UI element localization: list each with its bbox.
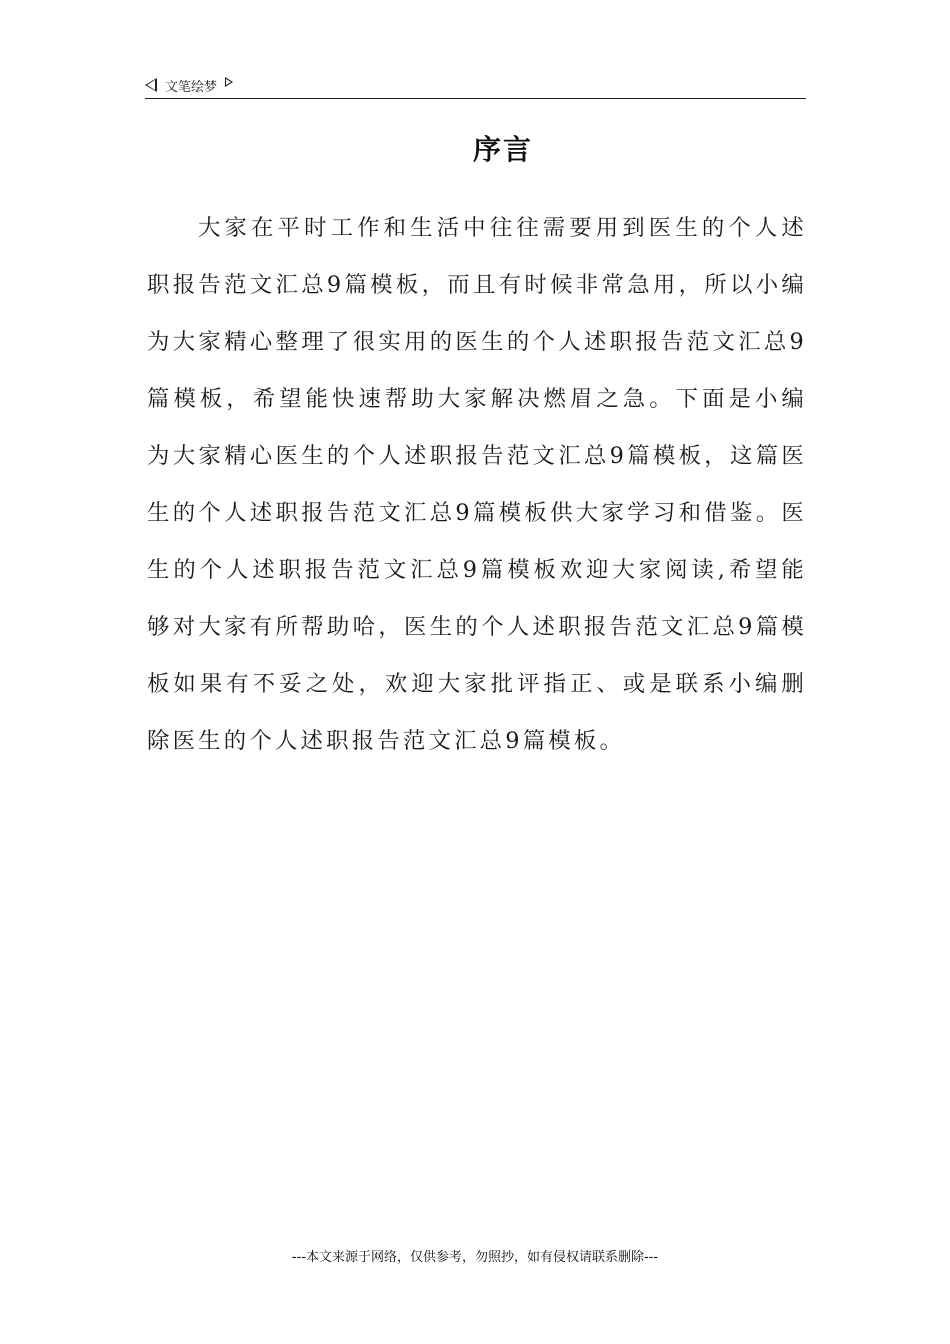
- header-brand: 文笔绘梦: [165, 79, 218, 95]
- page-footer: ---本文来源于网络，仅供参考，勿照抄，如有侵权请联系删除---: [291, 1250, 659, 1265]
- right-triangle-icon: [225, 77, 233, 87]
- page-title: 序言: [472, 133, 533, 166]
- page-header: [145, 72, 806, 99]
- left-triangle-icon: [145, 78, 157, 92]
- body-paragraph: 大家在平时工作和生活中往往需要用到医生的个人述职报告范文汇总9篇模板，而且有时候非常急用，所以小编为大家精心整理了很实用的医生的个人述职报告范文汇总9篇模板，希望能快速帮助大家解决燃眉之急。下面是小编为大家精心医生的个人述职报告范文汇总9篇模板，这篇医生的个人述职报告范文汇总9篇模板供大家学习和借鉴。医生的个人述职报告范文汇总9篇模板欢迎大家阅读,希望能够对大家有所帮助哈，医生的个人述职报告范文汇总9篇模板如果有不妥之处，欢迎大家批评指正、或是联系小编删除医生的个人述职报告范文汇总9篇模板。: [147, 215, 807, 754]
